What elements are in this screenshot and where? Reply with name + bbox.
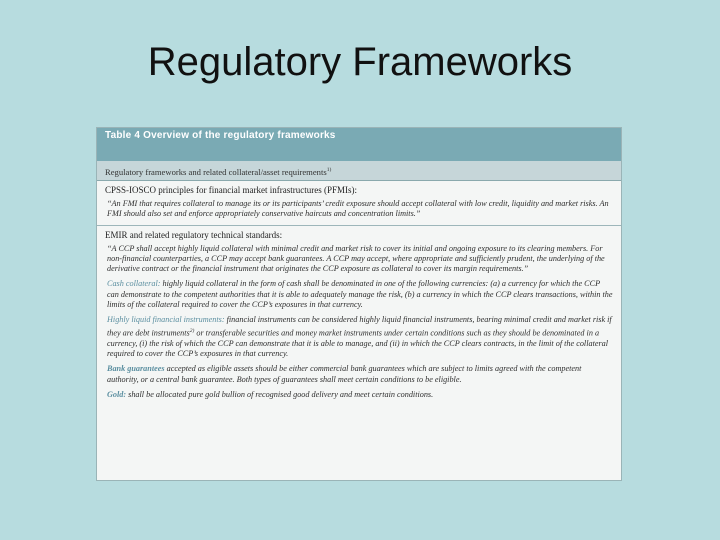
liquid-instruments-footnote: 2) [189, 327, 195, 334]
cash-collateral-term: Cash collateral: [107, 279, 161, 289]
table-header-footnote: 1) [326, 167, 332, 174]
pfmi-section [97, 181, 621, 226]
bank-guarantees-paragraph [107, 364, 613, 385]
slide-title: Regulatory Frameworks [147, 40, 573, 84]
pfmi-quote: “An FMI that requires collateral to manage its or its participants’ credit exposure should accept collateral with low credit, liquidity and market risks. An FMI should also set and enforce appropriately conservative haircuts and concentration limits.” [107, 199, 609, 219]
gold-term: Gold: [107, 389, 127, 399]
liquid-instruments-text-b: or transferable securities and money market instruments under certain conditions such as they should be denominated in a currency, (i) the risk of which the CCP can demonstrate that it is able to manage, and (ii) in which the CCP clears contracts, in the limit of the collateral required to cover the CCP’s exposures in that currency. [107, 328, 609, 358]
gold-paragraph [107, 390, 613, 400]
liquid-instruments-term: Highly liquid financial instruments: [107, 315, 225, 325]
gold-text: shall be allocated pure gold bullion of recognised good delivery and meet certain conditions. [126, 389, 434, 399]
bank-guarantees-text: accepted as eligible assets should be either commercial bank guarantees which are subject to limits agreed with the competent authority, or a central bank guarantee. Both types of guarantees shall meet certain conditions to be eligible. [107, 364, 582, 384]
table-caption: Table 4 Overview of the regulatory frameworks [97, 128, 621, 161]
table-column-header [97, 161, 621, 181]
emir-heading: EMIR and related regulatory technical standards: [105, 229, 283, 240]
pfmi-heading: CPSS-IOSCO principles for financial market infrastructures (PFMIs): [105, 185, 357, 195]
liquid-instruments-text-a: financial instruments can be considered highly liquid financial instruments, bearing minimal credit and market risk if they are debt instruments [107, 315, 612, 338]
bank-guarantees-term: Bank guarantees [107, 364, 165, 374]
emir-section [97, 226, 621, 406]
cash-collateral-paragraph [107, 279, 613, 310]
table-header-text: Regulatory frameworks and related collateral/asset requirements [105, 167, 327, 177]
emir-quote: “A CCP shall accept highly liquid collateral with minimal credit and market risk to cover its initial and ongoing exposure to its clearing members. For non-financial counterparties, a CCP may accept bank guarantees. A CCP may accept, where appropriate and sufficiently prudent, the underlying of the derivative contract or the financial instrument that originates the CCP exposure as collateral to cover its margin requirements.” [107, 243, 605, 274]
regulatory-table-image [96, 127, 622, 481]
cash-collateral-text: highly liquid collateral in the form of cash shall be denominated in one of the following currencies: (a) a currency for which the CCP can demonstrate to the competent authorities that it is able to adequately manage the risk, (b) a currency in which the CCP clears transactions, within the limits of the collateral required to cover the CCP’s exposures in that currency. [107, 279, 613, 310]
liquid-instruments-paragraph [107, 315, 613, 359]
